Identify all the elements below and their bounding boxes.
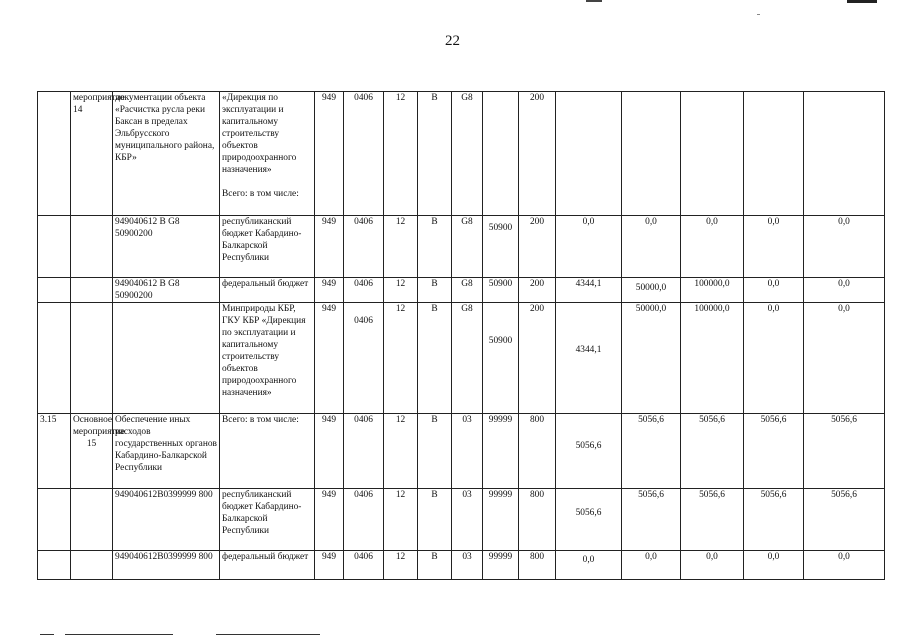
cell-value: 0,0 [556, 551, 622, 580]
signature-line [216, 634, 320, 635]
cell-rzpr: 0406 [344, 92, 384, 216]
cell-value: 100000,0 [681, 303, 744, 414]
cell-grbs: 949 [315, 489, 344, 551]
cell-pgp: В [418, 92, 452, 216]
table-row [38, 489, 885, 551]
cell-om: 03 [452, 414, 483, 489]
cell-value [681, 92, 744, 216]
cell-value: 0,0 [556, 216, 622, 278]
cell-nr: 99999 [483, 551, 519, 580]
cell-value: 0,0 [804, 303, 885, 414]
cell-number [38, 278, 71, 303]
cell-value [556, 92, 622, 216]
cell-rzpr: 0406 [344, 489, 384, 551]
cell-vr: 200 [519, 216, 556, 278]
top-edge-mark [847, 0, 877, 3]
cell-value [744, 92, 804, 216]
cell-value: 5056,6 [556, 489, 622, 551]
cell-value: 5056,6 [744, 489, 804, 551]
cell-event-type [71, 489, 113, 551]
cell-responsible: федеральный бюджет [220, 551, 315, 580]
cell-pgp: В [418, 278, 452, 303]
cell-grbs: 949 [315, 92, 344, 216]
cell-gp: 12 [384, 278, 418, 303]
cell-nr [483, 92, 519, 216]
cell-responsible [220, 92, 315, 216]
table-row [38, 551, 885, 580]
cell-value: 0,0 [681, 551, 744, 580]
cell-responsible: республиканский бюджет Кабардино-Балкарской Республики [220, 216, 315, 278]
cell-value: 4344,1 [556, 303, 622, 414]
cell-pgp: В [418, 551, 452, 580]
cell-name: 949040612В0399999 800 [113, 551, 220, 580]
cell-vr: 200 [519, 278, 556, 303]
cell-vr: 200 [519, 92, 556, 216]
cell-om: G8 [452, 278, 483, 303]
cell-pgp: В [418, 414, 452, 489]
cell-event-type [71, 303, 113, 414]
cell-responsible: федеральный бюджет [220, 278, 315, 303]
cell-gp: 12 [384, 551, 418, 580]
cell-number [38, 216, 71, 278]
cell-value [622, 92, 681, 216]
cell-nr: 50900 [483, 278, 519, 303]
cell-om: 03 [452, 551, 483, 580]
cell-value: 0,0 [804, 551, 885, 580]
cell-value: 0,0 [744, 278, 804, 303]
cell-name: документации объекта «Расчистка русла реки Баксан в пределах Эльбрусского муниципального района, КБР» [113, 92, 220, 216]
cell-value: 0,0 [622, 551, 681, 580]
cell-gp: 12 [384, 414, 418, 489]
cell-value: 0,0 [744, 551, 804, 580]
cell-grbs: 949 [315, 278, 344, 303]
cell-event-type [71, 216, 113, 278]
cell-om: G8 [452, 303, 483, 414]
cell-grbs: 949 [315, 551, 344, 580]
cell-name [113, 303, 220, 414]
table-row [38, 92, 885, 216]
cell-value: 5056,6 [622, 489, 681, 551]
page-number: 22 [445, 33, 460, 49]
cell-grbs: 949 [315, 303, 344, 414]
table-row [38, 414, 885, 489]
responsible-total: Всего: в том числе: [222, 189, 299, 199]
cell-gp: 12 [384, 489, 418, 551]
responsible-main: «Дирекция по эксплуатации и капитальному строительству объектов природоохранного назначения» [222, 93, 297, 175]
cell-value: 50000,0 [622, 278, 681, 303]
cell-value: 5056,6 [804, 414, 885, 489]
cell-gp: 12 [384, 303, 418, 414]
cell-value: 0,0 [681, 216, 744, 278]
top-edge-mark [586, 0, 602, 2]
cell-number: 3.15 [38, 414, 71, 489]
cell-event-type [71, 551, 113, 580]
cell-vr: 200 [519, 303, 556, 414]
cell-pgp: В [418, 303, 452, 414]
cell-rzpr: 0406 [344, 278, 384, 303]
cell-name: 949040612 В G8 50900200 [113, 216, 220, 278]
cell-rzpr: 0406 [344, 551, 384, 580]
table-row [38, 303, 885, 414]
cell-nr: 99999 [483, 414, 519, 489]
cell-value: 5056,6 [622, 414, 681, 489]
cell-responsible: Всего: в том числе: [220, 414, 315, 489]
cell-value [804, 92, 885, 216]
cell-vr: 800 [519, 551, 556, 580]
cell-responsible: Минприроды КБР, ГКУ КБР «Дирекция по эксплуатации и капитальному строительству объектов природоохранного назначения» [220, 303, 315, 414]
cell-value: 0,0 [804, 278, 885, 303]
cell-nr: 50900 [483, 303, 519, 414]
cell-vr: 800 [519, 414, 556, 489]
cell-grbs: 949 [315, 414, 344, 489]
cell-number [38, 489, 71, 551]
cell-event-type: мероприятие 14 [71, 92, 113, 216]
cell-value: 5056,6 [556, 414, 622, 489]
cell-value: 0,0 [804, 216, 885, 278]
cell-om: 03 [452, 489, 483, 551]
cell-name: Обеспечение иных расходов государственных органов Кабардино-Балкарской Республики [113, 414, 220, 489]
cell-value: 0,0 [622, 216, 681, 278]
cell-nr: 50900 [483, 216, 519, 278]
cell-value: 5056,6 [681, 489, 744, 551]
cell-pgp: В [418, 216, 452, 278]
cell-rzpr: 0406 [344, 216, 384, 278]
top-edge-dot [757, 14, 760, 15]
cell-value: 5056,6 [804, 489, 885, 551]
cell-grbs: 949 [315, 216, 344, 278]
cell-value: 5056,6 [681, 414, 744, 489]
cell-event-type [71, 278, 113, 303]
cell-rzpr: 0406 [344, 303, 384, 414]
cell-nr: 99999 [483, 489, 519, 551]
cell-om: G8 [452, 92, 483, 216]
cell-value: 100000,0 [681, 278, 744, 303]
cell-gp: 12 [384, 92, 418, 216]
cell-gp: 12 [384, 216, 418, 278]
cell-value: 50000,0 [622, 303, 681, 414]
table-row [38, 278, 885, 303]
cell-om: G8 [452, 216, 483, 278]
cell-responsible: республиканский бюджет Кабардино-Балкарской Республики [220, 489, 315, 551]
cell-rzpr: 0406 [344, 414, 384, 489]
cell-value: 0,0 [744, 216, 804, 278]
cell-number [38, 92, 71, 216]
cell-number [38, 303, 71, 414]
signature-line [40, 634, 54, 635]
table-row [38, 216, 885, 278]
budget-table [37, 91, 885, 580]
cell-number [38, 551, 71, 580]
cell-name: 949040612 В G8 50900200 [113, 278, 220, 303]
cell-value: 0,0 [744, 303, 804, 414]
cell-name: 949040612В0399999 800 [113, 489, 220, 551]
cell-pgp: В [418, 489, 452, 551]
cell-vr: 800 [519, 489, 556, 551]
signature-line [65, 634, 173, 635]
cell-value: 5056,6 [744, 414, 804, 489]
cell-value: 4344,1 [556, 278, 622, 303]
cell-event-type: Основное мероприятие 15 [71, 414, 113, 489]
